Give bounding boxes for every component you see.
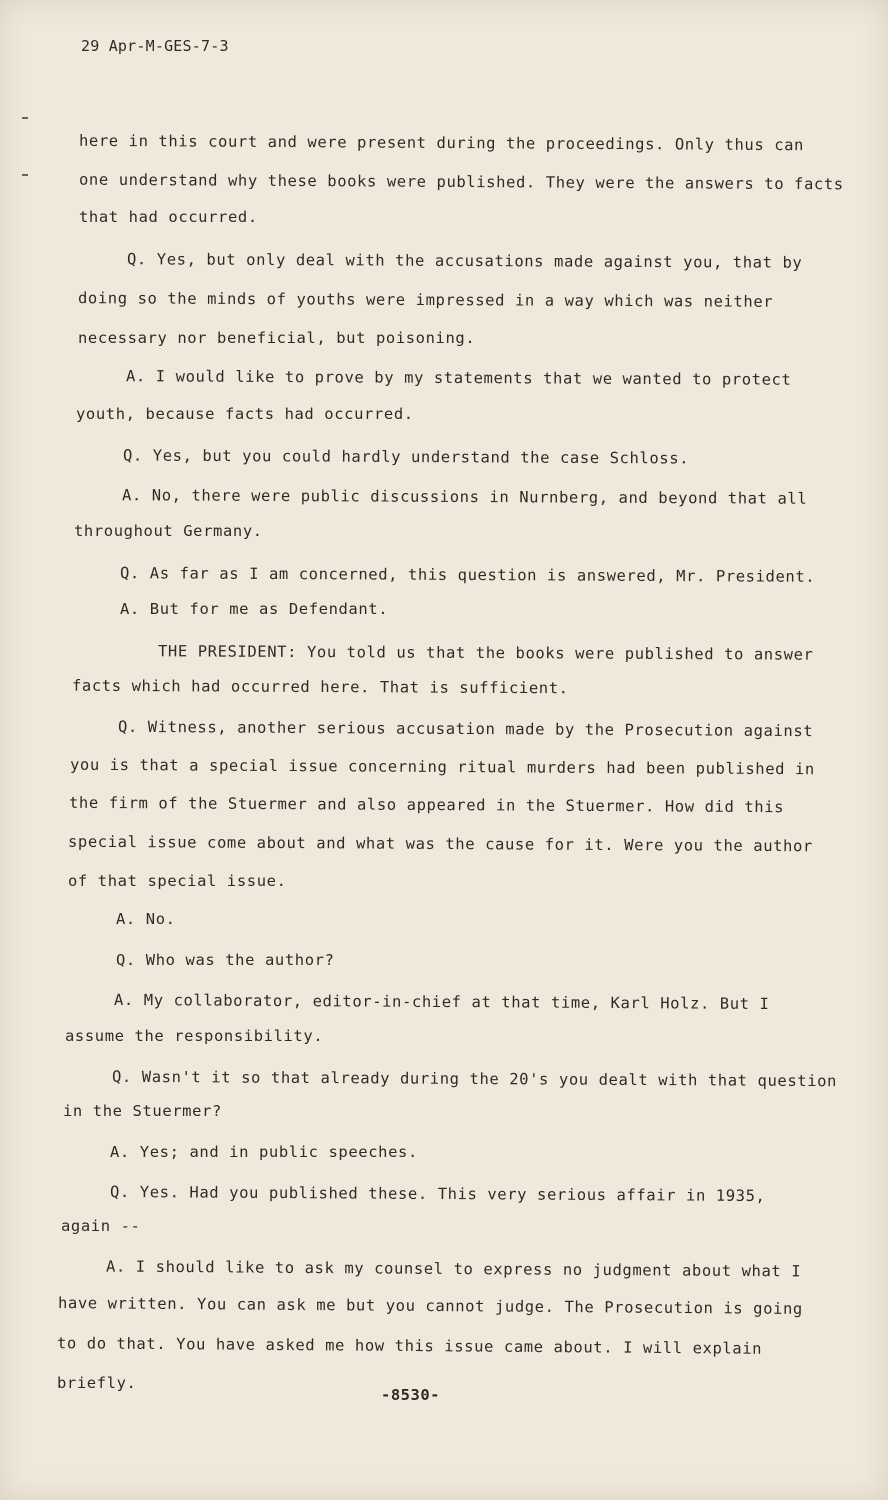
text-line: doing so the minds of youths were impressed in a way which was neither — [77, 289, 774, 311]
text-line: in the Stuermer? — [63, 1102, 222, 1120]
margin-mark — [22, 117, 28, 119]
text-line: A. But for me as Defendant. — [120, 600, 389, 618]
text-line: Q. Witness, another serious accusation made by the Prosecution against — [117, 717, 814, 741]
text-line: briefly. — [57, 1374, 137, 1392]
text-line: that had occurred. — [79, 208, 258, 226]
text-line: A. No, there were public discussions in Nurnberg, and beyond that all — [121, 486, 808, 508]
text-line: of that special issue. — [68, 872, 287, 890]
page-number: -8530- — [381, 1386, 440, 1404]
text-line: Q. Wasn't it so that already during the 20's you dealt with that question — [111, 1067, 838, 1091]
margin-mark — [22, 174, 28, 176]
text-line: Q. Who was the author? — [116, 951, 335, 969]
text-line: Q. Yes, but you could hardly understand the case Schloss. — [122, 446, 690, 468]
text-line: Q. Yes, but only deal with the accusations made against you, that by — [126, 250, 803, 272]
text-line: THE PRESIDENT: You told us that the books were published to answer — [157, 642, 814, 664]
text-line: A. I should like to ask my counsel to express no judgment about what I — [105, 1257, 802, 1281]
text-line: Q. As far as I am concerned, this question is answered, Mr. President. — [119, 564, 816, 586]
text-line: A. I would like to prove by my statements that we wanted to protect — [125, 367, 792, 389]
text-line: necessary nor beneficial, but poisoning. — [78, 329, 476, 347]
text-line: you is that a special issue concerning ritual murders had been published in — [69, 755, 815, 779]
document-header: 29 Apr-M-GES-7-3 — [81, 37, 229, 55]
text-line: have written. You can ask me but you cannot judge. The Prosecution is going — [57, 1294, 803, 1318]
text-line: here in this court and were present during the proceedings. Only thus can — [78, 131, 805, 155]
text-line: youth, because facts had occurred. — [76, 405, 414, 423]
text-line: A. No. — [116, 910, 176, 928]
text-line: facts which had occurred here. That is sufficient. — [71, 676, 569, 698]
text-line: Q. Yes. Had you published these. This very serious affair in 1935, — [109, 1182, 766, 1206]
text-line: one understand why these books were published. They were the answers to facts — [78, 170, 844, 194]
text-line: assume the responsibility. — [65, 1027, 324, 1045]
text-line: special issue come about and what was the cause for it. Were you the author — [67, 832, 813, 856]
text-line: the firm of the Stuermer and also appeared in the Stuermer. How did this — [68, 793, 785, 817]
text-line: A. Yes; and in public speeches. — [110, 1143, 418, 1161]
text-line: A. My collaborator, editor-in-chief at that time, Karl Holz. But I — [113, 990, 770, 1014]
text-line: again -- — [61, 1217, 141, 1235]
text-line: to do that. You have asked me how this issue came about. I will explain — [56, 1334, 763, 1358]
text-line: throughout Germany. — [74, 522, 263, 540]
